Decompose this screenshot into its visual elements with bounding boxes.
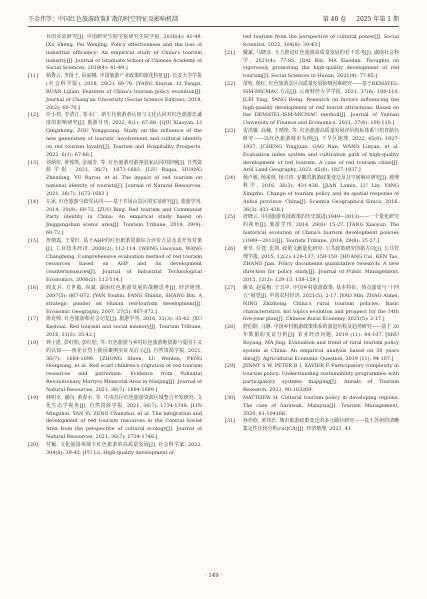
reference-item: [225, 285, 399, 324]
reference-text: 徐克帅. 红色旅游和社会记忆[J]. 旅游学刊, 2016, 31(3): 35-42. [XU Keshuai. Red tourism and social memory[J]. Tourism Tribune, 2016, 31(3): 35-42.]: [46, 316, 202, 339]
reference-item: [225, 324, 399, 363]
reference-number: [30]: [225, 394, 236, 401]
reference-item: [28, 160, 202, 199]
reference-continuation: [28, 34, 202, 73]
reference-item: [225, 214, 399, 245]
reference-continuation: [225, 34, 399, 50]
reference-number: [16]: [28, 285, 39, 291]
reference-item: [225, 246, 399, 285]
reference-text: 姚旻, 赵爱梅, 宁志中. 中国乡村旅游政策: 基本特征、热点演变与“十四五”展望[J]. 中国农村经济, 2021(5): 2-17. [YAO Min, ZHAO Aimei, NING Zhizhong. China's rural tourism policies: Basic characteristics, hot topics evolution and prospect for the 14th five-year plan[J]. Chinese Rural Economy, 2021(5): 2-17.]: [243, 285, 399, 323]
reference-item: [28, 340, 202, 395]
reference-item: [28, 316, 202, 340]
reference-item: [28, 442, 202, 458]
reference-text: 苗哈, 杨红. 红色旅游景区高质量发展影响因素研究——基于DEMATEL-ISM-MICMAC 方法[J]. 云南财经大学学报, 2021, 37(6): 100-110. [LEI Ying, YANG Hong. Research on factors influencing the high-quality development of red tourist attractions: Based on the DEMATEL-ISM-MICMAC method[J]. Journal of Yunnan University of Finance and Economics, 2021, 37(6): 100-110.]: [243, 81, 399, 127]
reference-item: [28, 112, 202, 159]
reference-number: [11]: [28, 73, 39, 80]
reference-text: 林明水, 谢向, 黄春水, 等. 中央苏区红色旅游资源区域整合开发研究: 文化生态学视角[J]. 自然资源学报, 2021, 36(7): 1734-1748. [LIN Mingshui, YAN Yi, ZENG Chunshui, et al. The integration and development of red tourism resources in the Central Soviet Area from the perspective of cultural ecology[J]. Journal of Natural Resources, 2021, 36(7): 1734-1748.]: [46, 394, 202, 441]
reference-item: [28, 238, 202, 285]
reference-text: JENNY S W, PETER B I, XAVIER F. Participatory complexity in tourism policy: Understanding sustainability programmes with participatory systems mapping[J]. Annals of Tourism Research, 2021, 90:103269.: [243, 363, 399, 393]
header-issue-info: [323, 14, 399, 26]
reference-text: 任小鸡, 李清江, 邹永广. 新生代旅游者认知与文化认同对红色旅游忠诚度的影响研究[J]. 旅游导刊, 2022, 6(1): 67-88. [QIU Xiaoyan, LI Qingzhong, ZOU Yongguang. Study on the influence of the new generation of tourists' involvement and cultural identity on red tourism loyalty[J]. Tourism and Hospitality Prospects, 2022, 6(1): 67-88.]: [46, 112, 202, 158]
reference-text: 戴斌, 马晓彦. 大力推进红色旅游高质量发展的若干思考[J]. 湖南社会科学, 2021(4): 77-85. [DAI Bin, MA Xiaodan. Thoughts on vigorously promoting the high-quality development of red tourism[J]. Social Sciences in Hunan, 2021(4): 77-85.]: [243, 49, 399, 80]
reference-text: 孙佳欣, 黄伟忠. 城市旅游政策变迁的多元路径研究——基于苏州的清晰集定性比较分析(csQCA)[J]. 经济地理, 2021, 41: [243, 418, 399, 433]
reference-number: [20]: [28, 441, 39, 448]
reference-number: [12]: [28, 112, 39, 119]
reference-item: [225, 418, 399, 434]
reference-text: 付颖. 文化强国视域下红色旅游的高质量发展[J]. 社会科学家, 2022, 304(8): 39-43. [FU Lu. High-quality development of: [46, 441, 202, 456]
reference-text: 左冰. 红色旅游与政党认同——基于井冈山景区的实证研究[J]. 旅游学刊, 2014, 29(9): 60-72. [ZUO Bing. Red tourism and Communist Party identity in China: An empirical study based on Jinggangshan scenic area[J]. Tourism Tribune, 2014, 29(9): 60-72.]: [46, 198, 202, 237]
reference-text: 业的实证研究[J]. 中国研究生院学报研究生院学报, 2018(4): 41-49. [Xu Sheng, Pei Wenjing. Policy effectiveness and the loss of industrial efficiency: An empirical study of China's tourism industry[J]. Journal of Graduate School of Chinese Academy of Social Sciences, 2018(4): 41-49.]: [46, 34, 202, 72]
reference-number: [23]: [225, 128, 236, 135]
left-reference-column: [28, 34, 202, 564]
reference-item: [28, 285, 202, 316]
reference-item: [225, 128, 399, 175]
header-volume: 第 40 卷: [322, 16, 347, 23]
reference-number: [15]: [28, 237, 39, 244]
reference-text: 杨卢敏, 杨来林, 杨兴田. 安徽省旅游政策变迁及其空间响应研究[J]. 地理科学, 2016, 36(3): 431-438. [JIAN Lamin, LU Lin, YANG Xingzhu. Change of tourism policy and its spatial response of Anhui province, China[J]. Scientia Geographica Sinica, 2016, 36(3): 431-438.]: [243, 175, 399, 213]
reference-number: [13]: [28, 159, 39, 166]
reference-number: [18]: [28, 339, 39, 346]
reference-text: 阎友兵, 方世敏, 向斌. 湖南红色旅游发展的战略思考[J]. 经济地理, 2007(5): 867-872. [YAN Youbin, FANG Shimin, SHANG Bin. A strategic ponder on Hunan red-tourism development[J]. Economic Geography, 2007, 27(5): 867-872.]: [46, 285, 202, 315]
reference-number: [31]: [225, 418, 236, 425]
reference-text: 钟士恩, 彭红明, 彭红松, 等. 红色旅游与乡村红色旅游地资源与爱国主义的认知——雨花台烈士陵园案例实证及启示[J]. 自然资源学报, 2021, 36(7): 1684-1699. [ZHONG Shien, LU Wenbin, PENG Hongsong, et al. Red scarf children's cognition of red tourism resources and patriotism: Evidence from Yuhuatai Revolutionary Martyrs Memorial Area in Nanjing[J]. Journal of Natural Resources, 2021, 36(7): 1684-1699.]: [46, 339, 202, 393]
reference-number: [24]: [225, 175, 236, 182]
header-article-title: 王金伟等：中国红色旅游政策扩散的时空特征及影响机制: [28, 16, 179, 23]
reference-text: 雷洪娥, 高楠, 王晴艳, 等. 红色旅游高质量发展评价指标体系与培育路径研究——以红色旅游城市为例[J]. 干旱区地理, 2022, 45(6): 1927-1937. [CHENG Yingjuan, GAO Nan, WANG Linyan, et al. Evaluation index system and cultivation path of high-quality development of red tourism: A case of red tourism cities[J]. Arid Land Geography, 2022, 45(6): 1927-1937.]: [243, 128, 399, 174]
reference-text: 舒伯阳, 马静. 中国乡村旅游政策体系的演进历程及趋势研究——基于 30 年数据的实证分析[J]. 农业经济问题, 2019 (11): 94-107. [SHU Boyang, MA Jing. Evaluation and trend of rural tourism policy system in China: An empirical analysis based on 30 years data[J]. Agricultural Economic Question, 2019 (11): 94-107.]: [243, 324, 399, 362]
reference-number: [22]: [225, 81, 236, 88]
page-number: · 149 ·: [204, 573, 223, 579]
reference-number: [14]: [28, 198, 39, 205]
reference-item: [225, 175, 399, 214]
header-issue: 2025 年第 1 期: [356, 16, 399, 23]
reference-text: red tourism from the perspective of cultural power[J]. Social Scientist, 2022, 304(8): 39-43.]: [243, 34, 399, 48]
reference-item: [225, 50, 399, 81]
reference-text: 唐晓云. 中国旅游发展政策的历史演进(1949—2013)——一个量化研究的视角[J]. 旅游学刊, 2014, 29(8): 15-27. [TANG Xiaoyun. The historical evolution of China's tourism development policies (1949—2013)[J]. Tourism Tribune, 2014, 29(8): 15-27.]: [243, 214, 399, 244]
reference-number: [19]: [28, 394, 39, 401]
reference-number: [25]: [225, 214, 236, 221]
running-header: [28, 14, 399, 27]
reference-text: 杨秀云, 李扬子, 阮丽娜. 中国旅游产业政策的演化特征[J]. 长安大学学报(社会科学版), 2018, 20(2): 60-70. [YANG Xiuyun, LI Yangzi, RUAN Lijuan. Features of China's tourism policy evolution[J]. Journal of Chang'an University (Social Science Edition), 2018, 20(2): 60-70.]: [46, 73, 202, 111]
reference-item: [28, 395, 202, 442]
reference-text: 刘炳佳, 黄蓉凯, 金丽芳, 等. 红色旅游对游客国家认同的影响[J]. 自然资源学报, 2021, 36(7): 1673-1683. [LIU Ruqia, HUANG Zhenfang, YU Rurou, et al. The impact of red tourism on national identity of tourists[J]. Journal of Natural Resources, 2021, 36(7): 1673-1683.]: [46, 159, 202, 197]
reference-text: 黄萃, 任弢, 张剑. 政策文献量化研究: 公共政策研究的新方向[J]. 公共管理学报, 2015, 12(2): 129-137, 158-159. [HUANG Cui, REN Tao, ZHANG Jian. Policy documents quantitative research: A new direction for policy study[J]. Journal of Public Management, 2015, 12(2): 129-13, 158-159.]: [243, 245, 399, 284]
reference-item: [225, 395, 399, 419]
reference-item: [28, 199, 202, 238]
reference-number: [28]: [225, 324, 236, 331]
reference-number: [27]: [225, 285, 236, 291]
reference-number: [17]: [28, 316, 39, 323]
reference-number: [29]: [225, 363, 236, 370]
reference-text: 詹朝霞, 王常红. 基于AHP的红色旅游资源综合评价方法及其开发对策[J]. 工业技术经济, 2006(2): 112-114. [WENG Gaoyuan, WANG Changhong. Comprehensive evaluation method of red tourism resources based on AHP and its development countermeasures[J]. Journal of Industrial Technological Economics, 2006(2): 112-114.]: [46, 237, 202, 284]
reference-number: [21]: [225, 49, 236, 56]
reference-number: [26]: [225, 245, 236, 252]
reference-item: [28, 73, 202, 112]
reference-text: MATTHEW H. Cultural tourism policy in developing regions: The case of Sarawak, Malaysia[J]. Tourism Management, 2020, 81:104166.: [243, 394, 399, 417]
reference-item: [225, 81, 399, 128]
reference-item: [225, 363, 399, 394]
right-reference-column: [225, 34, 399, 564]
